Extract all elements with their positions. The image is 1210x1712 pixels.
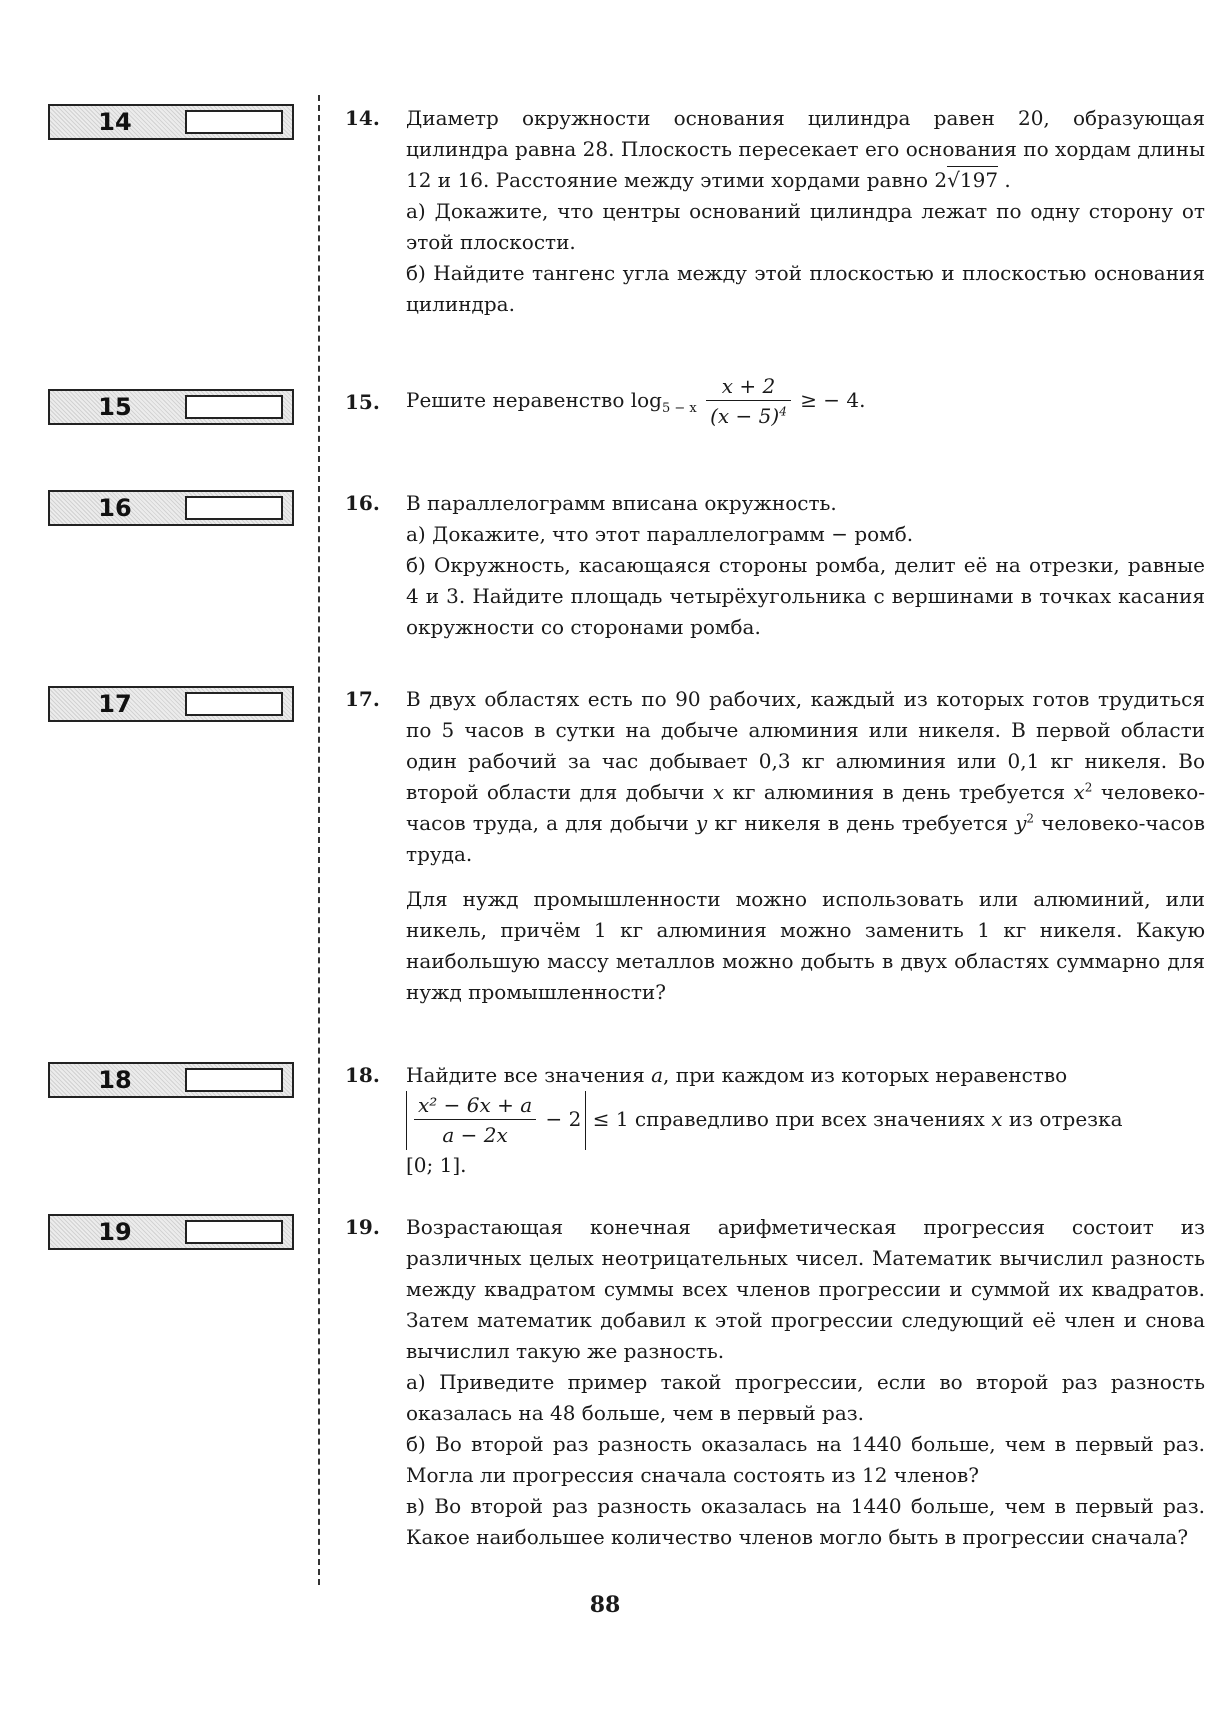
task-text: Найдите все значения a, при каждом из которых неравенство — [406, 1063, 1068, 1087]
answer-box-16 — [48, 490, 294, 526]
task-part-a: а) Докажите, что центры оснований цилиндра лежат по одну сторону от этой плоскости. — [406, 199, 1205, 254]
answer-field[interactable] — [185, 110, 283, 134]
task-text: В параллелограмм вписана окружность. — [406, 491, 837, 515]
fraction-numerator: x + 2 — [706, 372, 791, 401]
task-17 — [345, 684, 1205, 1008]
inequality-tail: ≥ − 4. — [800, 388, 866, 412]
answer-box-17 — [48, 686, 294, 722]
task-part-b: б) Во второй раз разность оказалась на 1440 больше, чем в первый раз. Могла ли прогрессия сначала состоять из 12 членов? — [406, 1432, 1205, 1487]
answer-field[interactable] — [185, 496, 283, 520]
task-text-2: Для нужд промышленности можно использовать или алюминий, или никель, причём 1 кг алюминия можно заменить 1 кг никеля. Какую наибольшую массу металлов можно добыть в двух областях суммарно для нужд промышленности? — [406, 887, 1205, 1004]
task-number: 17. — [345, 687, 380, 711]
answer-box-number: 15 — [98, 393, 132, 421]
task-14 — [345, 103, 1205, 320]
sqrt-expression: √197 — [947, 168, 999, 192]
task-number: 16. — [345, 491, 380, 515]
fraction — [414, 1091, 536, 1150]
task-part-c: в) Во второй раз разность оказалась на 1440 больше, чем в первый раз. Какое наибольшее количество членов могло быть в прогрессии сначала? — [406, 1494, 1205, 1549]
answer-box-19 — [48, 1214, 294, 1250]
fraction-numerator: x² − 6x + a — [414, 1091, 536, 1120]
page-number: 88 — [589, 1592, 621, 1618]
task-part-b: б) Окружность, касающаяся стороны ромба, делит её на отрезки, равные 4 и 3. Найдите площадь четырёхугольника с вершинами в точках касания окружности со сторонами ромба. — [406, 553, 1205, 639]
task-number: 14. — [345, 106, 380, 130]
fraction-denominator: a − 2x — [442, 1123, 508, 1147]
answer-box-number: 19 — [98, 1218, 132, 1246]
task-number: 18. — [345, 1063, 380, 1087]
segment: [0; 1]. — [406, 1153, 467, 1177]
fraction — [706, 372, 791, 431]
answer-box-number: 18 — [98, 1066, 132, 1094]
answer-field[interactable] — [185, 1068, 283, 1092]
task-part-a: а) Приведите пример такой прогрессии, если во второй раз разность оказалась на 48 больше, чем в первый раз. — [406, 1370, 1205, 1425]
task-number: 19. — [345, 1215, 380, 1239]
task-18 — [345, 1060, 1205, 1181]
task-15 — [345, 372, 1205, 431]
task-number: 15. — [345, 390, 380, 414]
task-text: В двух областях есть по 90 рабочих, каждый из которых готов трудиться по 5 часов в сутки на добыче алюминия или никеля. В первой области один рабочий за час добывает 0,3 кг алюминия или 0,1 кг никеля. Во второй области для добычи x кг алюминия в день требуется $x^2$ человеко-часов труда, а для добычи y кг никеля в день требуется $y^2$ человеко-часов труда. — [406, 687, 1206, 866]
answer-field[interactable] — [185, 395, 283, 419]
answer-box-number: 17 — [98, 690, 132, 718]
log-base: 5 − x — [661, 401, 697, 416]
absolute-value: $\frac{\text{x² − 6x + a}}{a - 2x}$ − 2 — [406, 1091, 586, 1150]
task-text: Решите неравенство log — [406, 388, 662, 412]
answer-box-number: 16 — [98, 494, 132, 522]
task-part-b: б) Найдите тангенс угла между этой плоскостью и плоскостью основания цилиндра. — [406, 261, 1205, 316]
fraction-denominator: $(x - 5)^4$ — [710, 404, 787, 428]
task-text: Возрастающая конечная арифметическая прогрессия состоит из различных целых неотрицательных чисел. Математик вычислил разность между квадратом суммы всех членов прогрессии и суммой их квадратов. Затем математик добавил к этой прогрессии следующий её член и снова вычислил такую же разность. — [406, 1215, 1205, 1363]
task-19 — [345, 1212, 1205, 1553]
task-part-a: а) Докажите, что этот параллелограмм − ромб. — [406, 522, 914, 546]
answer-box-18 — [48, 1062, 294, 1098]
task-formula-line: $\frac{\text{x² − 6x + a}}{a - 2x}$ − 2 ≤ 1 справедливо при всех значениях x из отрезка — [406, 1091, 1205, 1150]
answer-field[interactable] — [185, 1220, 283, 1244]
answer-box-number: 14 — [98, 108, 132, 136]
task-text: Диаметр окружности основания цилиндра равен 20, образующая цилиндра равна 28. Плоскость пересекает его основания по хордам длины 12 и 16. Расстояние между этими хордами равно 2√197 . — [406, 106, 1205, 192]
dashed-cut-line — [318, 95, 320, 1585]
answer-box-14 — [48, 104, 294, 140]
answer-field[interactable] — [185, 692, 283, 716]
answer-box-15 — [48, 389, 294, 425]
task-16 — [345, 488, 1205, 643]
